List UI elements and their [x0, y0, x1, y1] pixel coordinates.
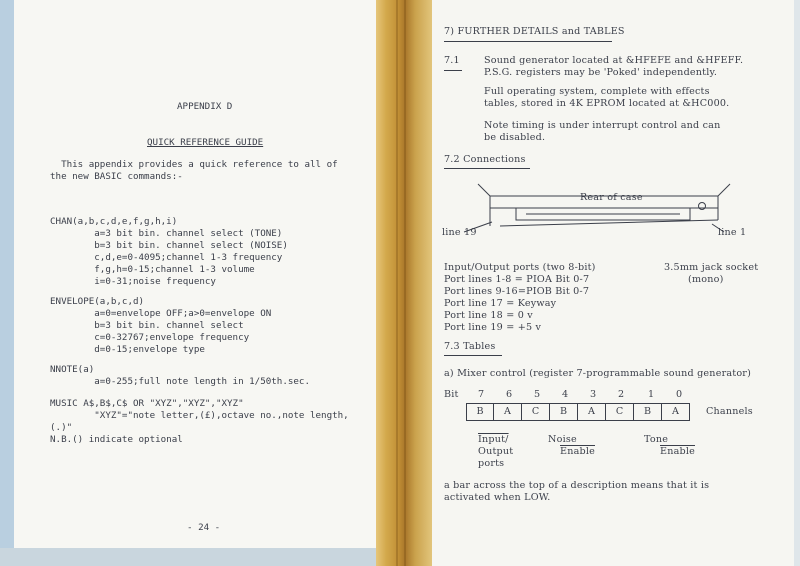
noise-label: Noise	[548, 434, 577, 445]
chan-line: i=0-31;noise frequency	[50, 276, 216, 287]
music-line: "XYZ"="note letter,(£),octave no.,note length,	[50, 410, 349, 421]
case-outline	[500, 220, 718, 226]
register-cell: A	[578, 403, 606, 421]
envelope-line: c=0-32767;envelope frequency	[50, 332, 250, 343]
envelope-line: b=3 bit bin. channel select	[50, 320, 244, 331]
s71-para: Note timing is under interrupt control and can	[484, 120, 721, 131]
line1-label: line 1	[718, 227, 747, 238]
register-cell: C	[522, 403, 550, 421]
nnote-line: a=0-255;full note length in 1/50th.sec.	[50, 376, 310, 387]
s71-para: tables, stored in 4K EPROM located at &HC000.	[484, 98, 730, 109]
bottom-edge	[0, 548, 378, 566]
jack-label: (mono)	[688, 274, 724, 285]
heading-underline	[444, 168, 530, 169]
io-label: Input/	[478, 434, 509, 445]
s71-para: be disabled.	[484, 132, 546, 143]
mixer-title: a) Mixer control (register 7-programmable sound generator)	[444, 368, 752, 379]
tone-enable-label: Enable	[660, 446, 695, 457]
tone-label: Tone	[644, 434, 669, 445]
s71-line: P.S.G. registers may be 'Poked' independently.	[484, 67, 718, 78]
intro-line: the new BASIC commands:-	[50, 171, 183, 182]
envelope-line: d=0-15;envelope type	[50, 344, 205, 355]
s72-heading: 7.2 Connections	[444, 154, 526, 165]
page-number: - 24 -	[187, 522, 221, 533]
jack-label: 3.5mm jack socket	[664, 262, 759, 273]
ports-line: Port line 19 = +5 v	[444, 322, 542, 333]
ports-line: Port lines 1-8 = PIOA Bit 0-7	[444, 274, 590, 285]
register-cell: B	[634, 403, 662, 421]
register-cell: C	[606, 403, 634, 421]
channels-label: Channels	[706, 406, 753, 417]
footnote-line: a bar across the top of a description means that it is	[444, 480, 710, 491]
envelope-line: a=0=envelope OFF;a>0=envelope ON	[50, 308, 272, 319]
io-label: ports	[478, 458, 505, 469]
ports-line: Port line 17 = Keyway	[444, 298, 557, 309]
io-label: Output	[478, 446, 514, 457]
rear-label: Rear of case	[580, 192, 643, 203]
case-outline	[718, 184, 730, 196]
music-line: N.B.() indicate optional	[50, 434, 183, 445]
section-heading: 7) FURTHER DETAILS and TABLES	[444, 26, 625, 37]
chan-line: f,g,h=0-15;channel 1-3 volume	[50, 264, 255, 275]
bit-number: 1	[648, 389, 655, 400]
number-underline	[444, 70, 462, 71]
guide-title: QUICK REFERENCE GUIDE	[147, 137, 264, 148]
bit-number: 2	[618, 389, 625, 400]
bit-number: 3	[590, 389, 597, 400]
nnote-line: NNOTE(a)	[50, 364, 95, 375]
s73-heading: 7.3 Tables	[444, 341, 496, 352]
case-outline	[478, 184, 490, 196]
heading-underline	[444, 355, 502, 356]
register-cell: A	[494, 403, 522, 421]
spine-crease	[396, 0, 398, 566]
ports-line: Port line 18 = 0 v	[444, 310, 533, 321]
line19-label: line 19	[442, 227, 477, 238]
envelope-line: ENVELOPE(a,b,c,d)	[50, 296, 145, 307]
chan-line: a=3 bit bin. channel select (TONE)	[50, 228, 283, 239]
register-cell: B	[466, 403, 494, 421]
footnote-line: activated when LOW.	[444, 492, 551, 503]
chan-line: c,d,e=0-4095;channel 1-3 frequency	[50, 252, 283, 263]
music-line: MUSIC A$,B$,C$ OR "XYZ","XYZ","XYZ"	[50, 398, 244, 409]
bit-number: 6	[506, 389, 513, 400]
heading-underline	[444, 41, 612, 42]
bit-number: 4	[562, 389, 569, 400]
ports-line: Input/Output ports (two 8-bit)	[444, 262, 596, 273]
section-number: 7.1	[444, 55, 460, 66]
spine-crease	[404, 0, 406, 566]
bit-label: Bit	[444, 389, 459, 400]
bit-number: 7	[478, 389, 485, 400]
register-cell: B	[550, 403, 578, 421]
page-edge	[0, 0, 14, 566]
chan-line: b=3 bit bin. channel select (NOISE)	[50, 240, 288, 251]
s71-line: Sound generator located at &HFEFE and &HFEFF.	[484, 55, 744, 66]
register-cell: A	[662, 403, 690, 421]
intro-line: This appendix provides a quick reference to all of	[50, 159, 338, 170]
chan-line: CHAN(a,b,c,d,e,f,g,h,i)	[50, 216, 178, 227]
noise-enable-label: Enable	[560, 446, 595, 457]
appendix-title: APPENDIX D	[177, 101, 233, 112]
bit-number: 0	[676, 389, 683, 400]
bit-number: 5	[534, 389, 541, 400]
s71-para: Full operating system, complete with effects	[484, 86, 710, 97]
music-line: (.)"	[50, 422, 73, 433]
ports-line: Port lines 9-16=PIOB Bit 0-7	[444, 286, 590, 297]
